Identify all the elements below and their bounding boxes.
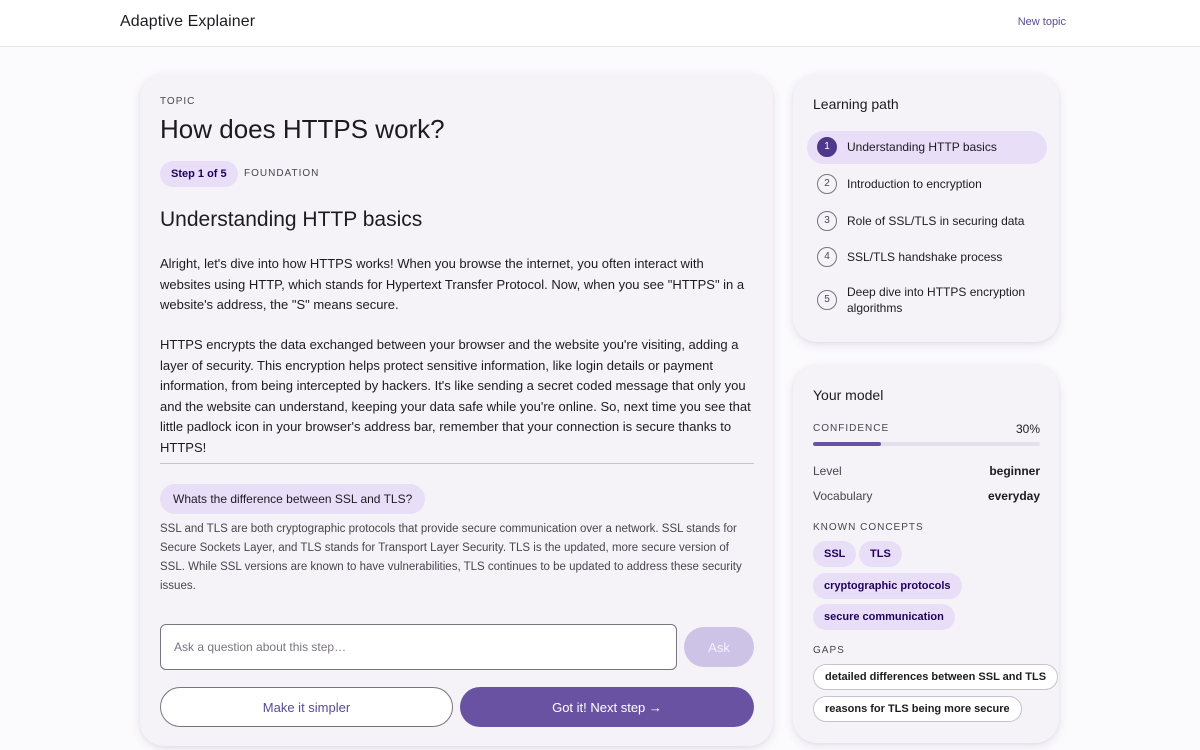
known-concept-chip: cryptographic protocols: [813, 573, 962, 599]
step-number: 2: [817, 174, 837, 194]
section-title: Understanding HTTP basics: [160, 208, 423, 231]
gaps-heading: GAPS: [813, 645, 845, 656]
step-number: 3: [817, 211, 837, 231]
vocabulary-value: everyday: [987, 489, 1040, 503]
known-concept-chip: SSL: [813, 541, 856, 567]
learning-path-title: Learning path: [813, 96, 899, 112]
step-tag: FOUNDATION: [244, 168, 320, 179]
vocabulary-label: Vocabulary: [813, 489, 873, 503]
page-title: How does HTTPS work?: [160, 114, 445, 144]
level-label: Level: [813, 464, 842, 478]
known-concept-chip: secure communication: [813, 604, 955, 630]
step-label: Deep dive into HTTPS encryption algorithms: [847, 285, 1026, 315]
lesson-paragraph: Alright, let's dive into how HTTPS works! When you browse the internet, you often interact with websites using HTTP, which stands for Hypertext Transfer Protocol. Now, when you see "HTTPS" in a website's address, the "S" means secure.: [160, 256, 745, 312]
ask-input[interactable]: [160, 624, 677, 670]
lesson-card: [140, 74, 773, 746]
new-topic-link[interactable]: New topic: [1017, 16, 1066, 28]
path-step-1[interactable]: [807, 131, 1047, 164]
ask-button[interactable]: Ask: [684, 627, 754, 667]
path-step-5[interactable]: [807, 279, 1047, 321]
gap-chip: reasons for TLS being more secure: [813, 696, 1022, 722]
path-step-4[interactable]: [807, 241, 1047, 273]
step-label: Understanding HTTP basics: [847, 140, 997, 154]
step-number: 4: [817, 247, 837, 267]
learning-path-card: [793, 74, 1059, 342]
step-number: 5: [817, 290, 837, 310]
make-simpler-button[interactable]: Make it simpler: [160, 687, 453, 727]
model-title: Your model: [813, 387, 884, 403]
confidence-bar-fill: [813, 442, 881, 446]
app-title: Adaptive Explainer: [120, 13, 256, 30]
confidence-label: CONFIDENCE: [813, 423, 890, 434]
confidence-bar: [813, 442, 1040, 446]
step-badge: Step 1 of 5: [160, 161, 238, 187]
topic-kicker: TOPIC: [160, 96, 196, 107]
step-label: Introduction to encryption: [847, 177, 982, 191]
path-step-2[interactable]: [807, 168, 1047, 200]
confidence-value: 30%: [1015, 422, 1040, 436]
answer-text: SSL and TLS are both cryptographic protocols that provide secure communication over a network. SSL stands for Secure Sockets Layer, and TLS stands for Transport Layer Security. TLS is the updated, more secure version of SSL. While SSL versions are known to have vulnerabilities, TLS continues to be updated to address these security issues.: [160, 523, 742, 592]
top-bar: [0, 0, 1200, 47]
step-number: 1: [817, 137, 837, 157]
gap-chip: detailed differences between SSL and TLS: [813, 664, 1058, 690]
step-label: SSL/TLS handshake process: [847, 250, 1003, 264]
known-concepts-heading: KNOWN CONCEPTS: [813, 522, 924, 533]
your-model-card: [793, 365, 1059, 743]
level-value: beginner: [989, 464, 1040, 478]
known-concept-chip: TLS: [859, 541, 902, 567]
user-question-bubble: Whats the difference between SSL and TLS?: [160, 484, 425, 514]
lesson-paragraph: HTTPS encrypts the data exchanged between your browser and the website you're visiting, adding a layer of security. This encryption helps protect sensitive information, like login details or payment information, from being intercepted by hackers. It's like sending a secret coded message that only you and the website can understand, keeping your data safe while you're online. So, next time you see that little padlock icon in your browser's address bar, remember that your connection is secure thanks to HTTPS!: [160, 337, 751, 455]
path-step-3[interactable]: [807, 205, 1047, 237]
next-step-button[interactable]: Got it! Next step →: [460, 687, 754, 727]
divider: [160, 463, 754, 464]
step-label: Role of SSL/TLS in securing data: [847, 214, 1025, 228]
